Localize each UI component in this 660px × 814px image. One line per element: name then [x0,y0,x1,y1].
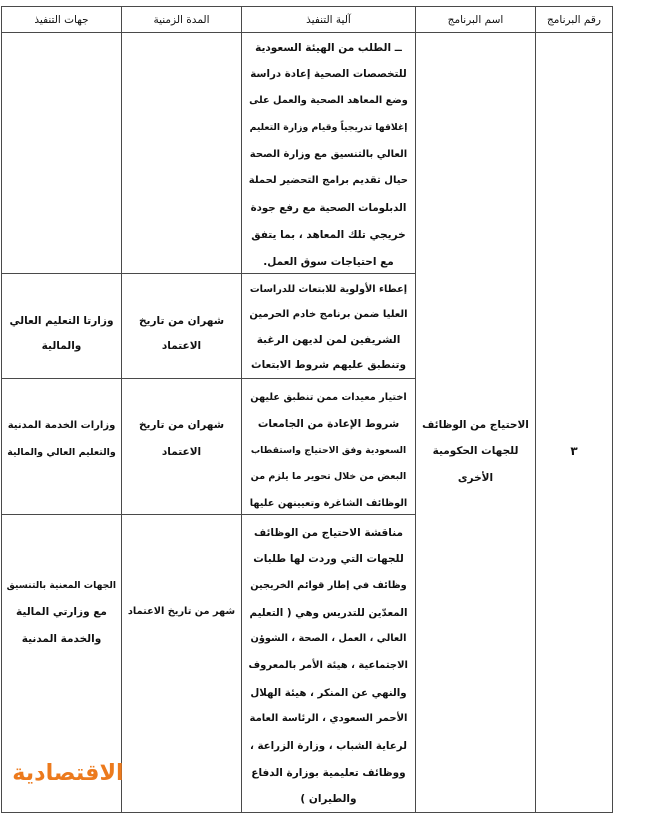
mechanism-cell [242,379,416,515]
agencies-line: والمالية [41,340,82,352]
duration-cell [122,379,242,515]
mechanism-line: العليا ضمن برنامج خادم الحرمين [249,309,408,321]
duration-line: شهران من تاريخ [138,418,225,431]
mechanism-line: حيال تقديم برامج التحضير لحملة [249,175,408,187]
program-name-line: للجهات الحكومية [432,445,519,458]
mechanism-line: الوظائف الشاغرة وتعيينهن عليها [249,497,408,509]
agencies-line: وزارتا التعليم العالي [9,314,114,327]
duration-cell [122,515,242,813]
agencies-cell [2,274,122,379]
agencies-line: مع وزارتي المالية [16,606,107,619]
mechanism-cell [242,274,416,379]
duration-cell [122,274,242,379]
mechanism-line: البعض من خلال تحوير ما يلزم من [250,471,407,483]
mechanism-line: للجهات التي وردت لها طلبات [253,553,404,566]
agencies-cell [2,33,122,274]
program-name-line: الاحتياج من الوظائف [422,418,529,431]
mechanism-line: إغلاقها تدريجياً وقيام وزارة التعليم [249,121,408,133]
mechanism-line: الاجتماعية ، هيئة الأمر بالمعروف [249,660,408,672]
agencies-line: وزارات الخدمة المدنية [7,419,116,431]
duration-line: الاعتماد [161,445,202,458]
agencies-line: الجهات المعنية بالتنسيق [7,579,116,591]
duration-line: شهران من تاريخ [138,314,225,327]
header-program-number: رقم البرنامج [536,7,613,33]
mechanism-line: ــ الطلب من الهيئة السعودية [255,41,402,54]
duration-line: الاعتماد [161,340,202,352]
mechanism-line: اختيار معيدات ممن تنطبق عليهن [250,391,407,403]
watermark-logo: الاقتصادية [12,760,124,786]
program-number: ٣ [570,444,578,458]
header-mechanism: آلية التنفيذ [242,7,416,33]
table-row [2,33,613,274]
mechanism-line: السعودية وفق الاحتياج واستقطاب [250,444,407,456]
table-header-row [2,7,613,33]
mechanism-line: المعدّين للتدريس وهي ( التعليم [249,606,408,619]
agencies-line: والخدمة المدنية [21,632,102,645]
duration-cell [122,33,242,274]
mechanism-line: العالي بالتنسيق مع وزارة الصحة [249,148,408,160]
mechanism-cell [242,33,416,274]
program-table-wrapper [1,6,612,812]
mechanism-line: مع احتياجات سوق العمل. [263,255,394,268]
mechanism-cell [242,515,416,813]
header-duration: المدة الزمنية [122,7,242,33]
mechanism-line: لرعاية الشباب ، وزارة الزراعة ، [249,740,407,753]
mechanism-line: العالي ، العمل ، الصحة ، الشوؤن [250,633,407,645]
duration-line: شهر من تاريخ الاعتماد [127,606,236,617]
mechanism-line: وضع المعاهد الصحية والعمل على [249,95,408,107]
mechanism-line: وظائف في إطار قوائم الخريجين [250,579,407,591]
program-number-cell [536,33,613,813]
header-agencies: جهات التنفيذ [2,7,122,33]
mechanism-line: والنهي عن المنكر ، هيئة الهلال [250,686,407,699]
mechanism-line: والطيران ) [300,793,357,806]
program-table [1,6,613,813]
header-program-name: اسم البرنامج [416,7,536,33]
agencies-cell [2,379,122,515]
mechanism-line: للتخصصات الصحية إعادة دراسة [250,68,407,81]
mechanism-line: ووظائف تعليمية بوزارة الدفاع [251,766,406,779]
mechanism-line: شروط الإعادة من الجامعات [257,418,400,431]
mechanism-line: الدبلومات الصحية مع رفع جودة [250,202,407,215]
program-name-cell [416,33,536,813]
mechanism-line: مناقشة الاحتياج من الوظائف [253,526,404,539]
program-name-line: الأخرى [457,471,494,484]
mechanism-line: وتنطبق عليهم شروط الابتعاث [251,359,406,372]
mechanism-line: الشريفين لمن لديهن الرغبة [256,333,401,346]
mechanism-line: الأحمر السعودي ، الرئاسة العامة [249,713,408,725]
agencies-line: والتعليم العالي والمالية [7,446,116,458]
mechanism-line: خريجي تلك المعاهد ، بما يتفق [251,229,406,242]
mechanism-line: إعطاء الأولوية للابتعاث للدراسات [249,284,408,295]
